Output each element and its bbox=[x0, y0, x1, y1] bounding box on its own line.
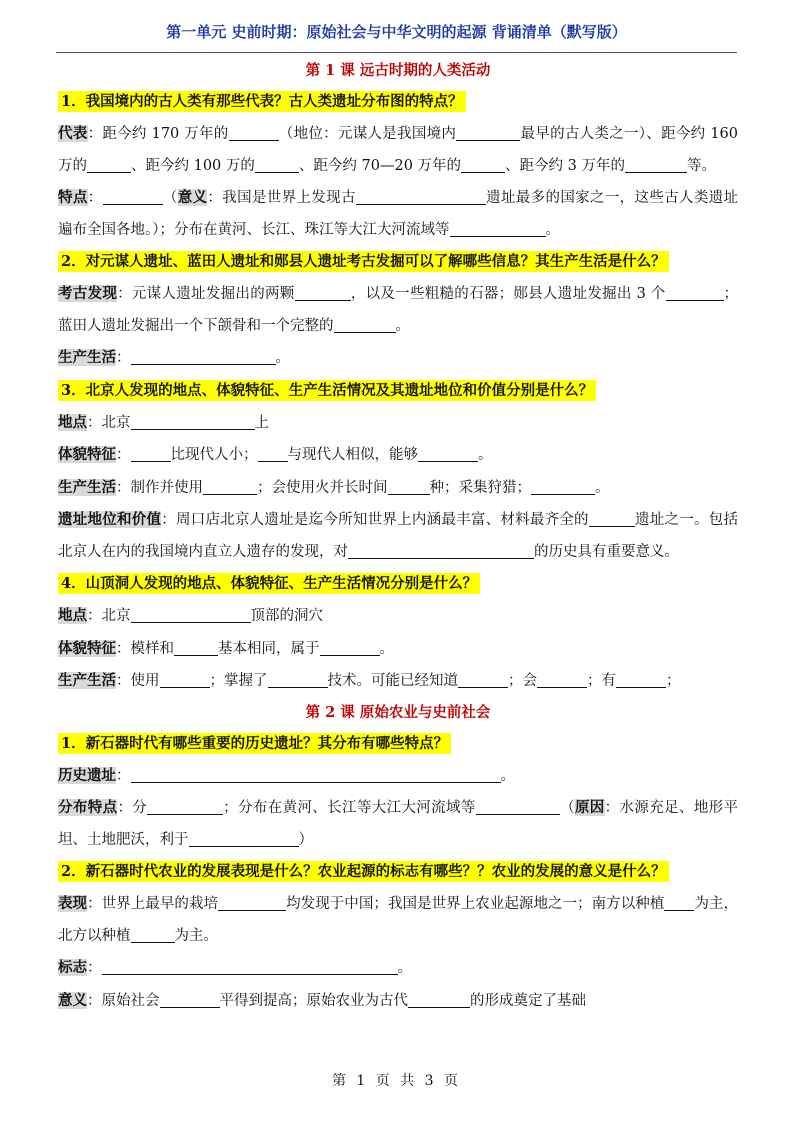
text: 上 bbox=[254, 414, 269, 431]
fill-blank[interactable] bbox=[418, 445, 478, 462]
question-1-3 bbox=[58, 375, 738, 407]
fill-blank[interactable] bbox=[131, 766, 501, 783]
fill-blank[interactable] bbox=[147, 798, 223, 815]
text: （地位：元谋人是我国境内 bbox=[278, 126, 457, 142]
text: ：周口店北京人遗址是迄今所知世界上内涵最丰富、材料最齐全的 bbox=[161, 512, 589, 528]
label-production-life: 生产生活 bbox=[58, 478, 116, 496]
text: 。 bbox=[397, 960, 412, 976]
text: 与现代人相似，能够 bbox=[287, 447, 418, 463]
page-title: 第一单元 史前时期：原始社会与中华文明的起源 背诵清单（默写版） bbox=[166, 23, 627, 41]
text: 。 bbox=[595, 479, 610, 496]
answer-features bbox=[58, 182, 738, 246]
label-significance: 意义 bbox=[177, 189, 208, 206]
answer-production-life bbox=[58, 665, 738, 698]
fill-blank[interactable] bbox=[356, 188, 486, 205]
text: ：分 bbox=[117, 800, 148, 816]
fill-blank[interactable] bbox=[625, 156, 687, 173]
fill-blank[interactable] bbox=[461, 156, 505, 173]
fill-blank[interactable] bbox=[229, 124, 279, 141]
label-meaning: 意义 bbox=[58, 991, 87, 1009]
text: 。 bbox=[395, 317, 410, 334]
fill-blank[interactable] bbox=[348, 542, 534, 559]
label-production-life: 生产生活 bbox=[58, 672, 116, 689]
fill-blank[interactable] bbox=[174, 639, 218, 656]
fill-blank[interactable] bbox=[388, 478, 430, 495]
answer-physique bbox=[58, 439, 738, 472]
text: 、距今约 100 万的 bbox=[131, 157, 255, 174]
fill-blank[interactable] bbox=[456, 124, 520, 141]
fill-blank[interactable] bbox=[666, 284, 724, 301]
label-signs: 标志 bbox=[58, 959, 87, 976]
label-distribution: 分布特点 bbox=[58, 799, 118, 816]
question-text: 1．新石器时代有哪些重要的历史遗址？其分布有哪些特点？ bbox=[58, 733, 451, 754]
text: 均发现于中国；我国是世界上农业起源地之一；南方以种植 bbox=[286, 896, 665, 912]
answer-historic-sites bbox=[58, 760, 738, 793]
text: 等。 bbox=[686, 157, 716, 174]
label-manifestation: 表现 bbox=[58, 895, 88, 912]
fill-blank[interactable] bbox=[102, 958, 398, 975]
fill-blank[interactable] bbox=[450, 220, 546, 237]
text: 的历史具有重要意义。 bbox=[534, 543, 679, 560]
fill-blank[interactable] bbox=[131, 606, 251, 623]
label-physique: 体貌特征 bbox=[58, 446, 116, 463]
text: ： bbox=[87, 960, 102, 976]
text: （ bbox=[559, 800, 575, 816]
text: 平得到提高；原始农业为古代 bbox=[219, 992, 408, 1009]
fill-blank[interactable] bbox=[189, 830, 299, 847]
fill-blank[interactable] bbox=[616, 671, 666, 688]
answer-location bbox=[58, 600, 738, 633]
label-archaeology: 考古发现 bbox=[58, 285, 118, 302]
answer-meaning bbox=[58, 985, 738, 1018]
text: 为主，北方以种植 bbox=[58, 896, 739, 944]
fill-blank[interactable] bbox=[531, 478, 595, 495]
text: ：我国是世界上发现古 bbox=[207, 190, 356, 206]
text: ：制作并使用 bbox=[116, 479, 203, 496]
text: 、距今约 3 万年的 bbox=[505, 157, 625, 174]
text: ：使用 bbox=[116, 673, 160, 689]
text: ：模样和 bbox=[116, 640, 174, 657]
text: （ bbox=[162, 190, 178, 206]
text: ： bbox=[87, 190, 103, 206]
fill-blank[interactable] bbox=[458, 671, 508, 688]
text: ；掌握了 bbox=[209, 673, 268, 689]
question-text: 2．新石器时代农业的发展表现是什么？农业起源的标志有哪些？？农业的发展的意义是什么？ bbox=[58, 861, 669, 882]
text: ：元谋人遗址发掘出的两颗 bbox=[117, 286, 295, 302]
fill-blank[interactable] bbox=[334, 316, 396, 333]
text: ：水源充足、地形平坦、土地肥沃，利于 bbox=[58, 800, 739, 848]
fill-blank[interactable] bbox=[160, 991, 220, 1008]
fill-blank[interactable] bbox=[268, 671, 328, 688]
label-reason: 原因 bbox=[574, 799, 605, 816]
lesson-2-title: 第 2 课 原始农业与史前社会 bbox=[305, 703, 491, 721]
question-1-4 bbox=[58, 568, 738, 600]
fill-blank[interactable] bbox=[664, 894, 694, 911]
text: ：北京 bbox=[87, 608, 131, 624]
text: ） bbox=[298, 831, 313, 848]
header-divider bbox=[56, 52, 737, 53]
label-site-value: 遗址地位和价值 bbox=[58, 511, 162, 528]
worksheet-body bbox=[58, 56, 738, 1017]
fill-blank[interactable] bbox=[103, 188, 163, 205]
label-location: 地点 bbox=[58, 607, 87, 624]
answer-physique bbox=[58, 633, 738, 666]
label-historic-sites: 历史遗址 bbox=[58, 766, 116, 784]
text: 。 bbox=[478, 447, 493, 463]
answer-production-life bbox=[58, 472, 738, 505]
text: ：北京 bbox=[87, 414, 131, 431]
question-text: 4．山顶洞人发现的地点、体貌特征、生产生活情况分别是什么？ bbox=[58, 573, 480, 594]
question-1-2 bbox=[58, 246, 738, 278]
text: 遗址最多的国家之一，这些古人类遗址遍布全国各地。）；分布在黄河、长江、珠江等大江大河流域等 bbox=[58, 190, 739, 238]
label-representatives: 代表 bbox=[58, 125, 88, 142]
text: ：世界上最早的栽培 bbox=[87, 896, 219, 912]
fill-blank[interactable] bbox=[160, 671, 210, 688]
fill-blank[interactable] bbox=[476, 798, 560, 815]
text: ；会使用火并长时间 bbox=[257, 479, 388, 496]
answer-production-life bbox=[58, 342, 738, 375]
question-text: 3．北京人发现的地点、体貌特征、生产生活情况及其遗址地位和价值分别是什么？ bbox=[58, 380, 596, 401]
text: ：距今约 170 万年的 bbox=[87, 126, 229, 142]
fill-blank[interactable] bbox=[255, 156, 299, 173]
fill-blank[interactable] bbox=[258, 445, 288, 462]
fill-blank[interactable] bbox=[589, 510, 635, 527]
fill-blank[interactable] bbox=[320, 639, 380, 656]
label-physique: 体貌特征 bbox=[58, 639, 116, 657]
fill-blank[interactable] bbox=[131, 445, 171, 462]
text: ： bbox=[116, 350, 131, 366]
answer-location bbox=[58, 407, 738, 440]
fill-blank[interactable] bbox=[131, 926, 175, 943]
text: 。 bbox=[275, 350, 290, 366]
answer-archaeology bbox=[58, 278, 738, 342]
fill-blank[interactable] bbox=[218, 894, 286, 911]
text: ： bbox=[116, 767, 131, 784]
label-features: 特点 bbox=[58, 189, 88, 206]
label-location: 地点 bbox=[58, 413, 87, 431]
text: 。 bbox=[379, 640, 394, 657]
text: ；有 bbox=[587, 673, 616, 689]
text: ：原始社会 bbox=[87, 992, 160, 1009]
fill-blank[interactable] bbox=[131, 413, 255, 430]
fill-blank[interactable] bbox=[408, 991, 470, 1008]
text: ；蓝田人遗址发掘出一个下颌骨和一个完整的 bbox=[58, 286, 739, 334]
question-text: 2．对元谋人遗址、蓝田人遗址和郧县人遗址考古发掘可以了解哪些信息？其生产生活是什么？ bbox=[58, 251, 669, 272]
text: 最早的古人类之一）、距今约 160 万的 bbox=[58, 126, 739, 174]
text: 遗址之一。包括北京人在内的我国境内直立人遗存的发现，对 bbox=[58, 512, 739, 560]
text: 种；采集狩猎； bbox=[429, 479, 531, 496]
answer-representatives bbox=[58, 118, 738, 182]
text: 基本相同，属于 bbox=[218, 640, 320, 657]
question-text: 1．我国境内的古人类有那些代表？古人类遗址分布图的特点？ bbox=[58, 91, 466, 112]
text: ；会 bbox=[508, 673, 537, 689]
text: 技术。可能已经知道 bbox=[327, 673, 458, 689]
text: 。 bbox=[500, 767, 515, 784]
text: ，以及一些粗糙的石器；郧县人遗址发掘出 3 个 bbox=[350, 286, 666, 302]
question-2-1 bbox=[58, 728, 738, 760]
question-2-2 bbox=[58, 856, 738, 888]
text: 为主。 bbox=[174, 927, 218, 944]
answer-distribution bbox=[58, 792, 738, 856]
answer-signs bbox=[58, 952, 738, 985]
fill-blank[interactable] bbox=[295, 284, 351, 301]
label-production-life: 生产生活 bbox=[58, 349, 116, 366]
text: 顶部的洞穴 bbox=[250, 608, 323, 624]
text: ； bbox=[666, 673, 681, 689]
answer-manifestation bbox=[58, 888, 738, 952]
text: 的形成奠定了基础 bbox=[470, 992, 586, 1009]
answer-site-value bbox=[58, 504, 738, 568]
text: ；分布在黄河、长江等大江大河流域等 bbox=[223, 800, 476, 816]
question-1-1 bbox=[58, 86, 738, 118]
fill-blank[interactable] bbox=[131, 348, 276, 365]
text: 比现代人小； bbox=[170, 447, 258, 463]
fill-blank[interactable] bbox=[203, 478, 257, 495]
text: 、距今约 70—20 万年的 bbox=[298, 157, 462, 174]
text: ： bbox=[116, 447, 131, 463]
page-number: 第 1 页 共 3 页 bbox=[331, 1073, 462, 1089]
text: 。 bbox=[545, 221, 560, 238]
fill-blank[interactable] bbox=[537, 671, 587, 688]
lesson-1-title: 第 1 课 远古时期的人类活动 bbox=[305, 62, 491, 79]
fill-blank[interactable] bbox=[87, 156, 131, 173]
